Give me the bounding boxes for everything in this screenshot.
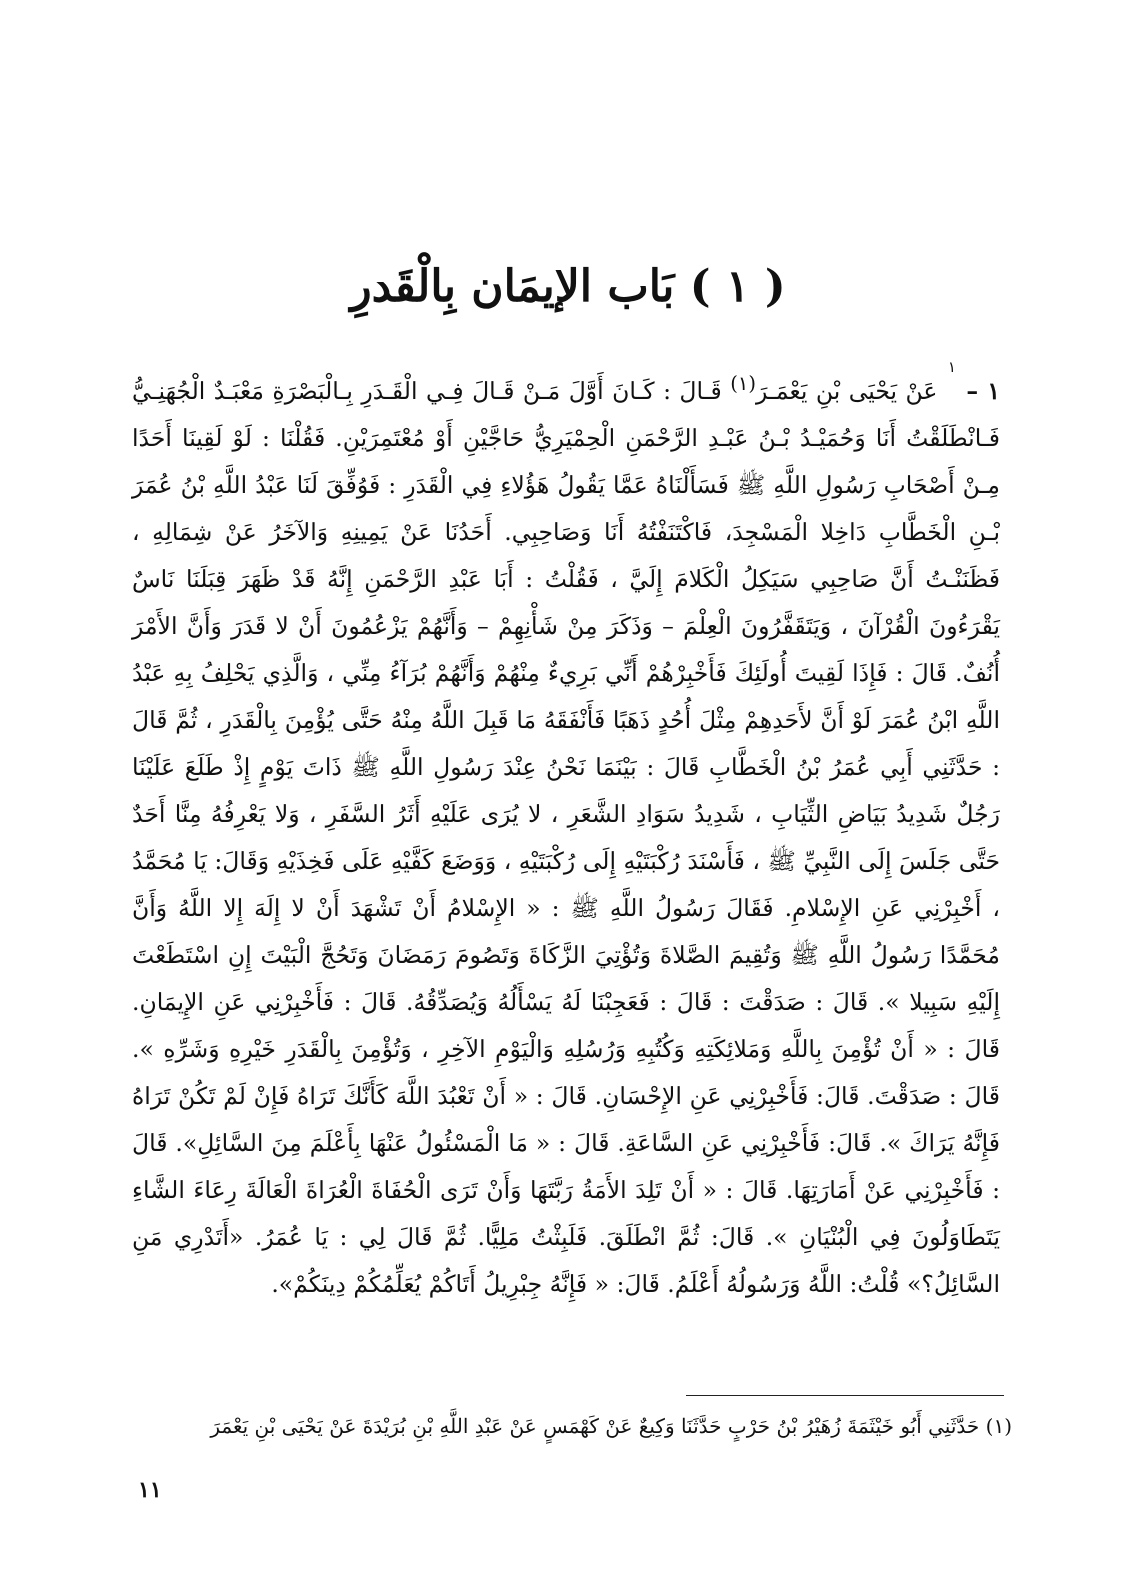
footnote-marker[interactable]: (١) <box>730 372 757 395</box>
footnote-divider <box>686 1395 1004 1396</box>
chapter-title: ( ١ ) بَاب الإيمَان بِالْقَدرِ <box>350 261 786 312</box>
hadith-opening: عَنْ يَحْيَى بْنِ يَعْمَـرَ <box>756 376 938 405</box>
page-number: ١١ <box>138 1477 162 1503</box>
hadith-index <box>948 360 956 375</box>
hadith-index-top: ١ <box>947 358 956 376</box>
hadith-text: قَـالَ : كَـانَ أَوَّلَ مَـنْ قَـالَ فِـي الْقَـدَرِ بِـالْبَصْرَةِ مَعْبَـدٌ الْجُهَنِـيُّ فَـانْطَلَقْتُ أَنَا وَحُمَيْـدُ بْـنُ عَبْـدِ الرَّحْمَنِ الْحِمْيَرِيُّ حَاجَّيْنِ أَوْ مُعْتَمِرَيْنِ. فَقُلْنَا : لَوْ لَقِينَا أَحَدًا مِـنْ أَصْحَابِ رَسُولِ اللَّهِ ﷺ فَسَأَلْنَاهُ عَمَّا يَقُولُ هَؤُلاءِ فِي الْقَدَرِ : فَوُفِّقَ لَنَا عَبْدُ اللَّهِ بْنُ عُمَرَ بْـنِ الْخَطَّابِ دَاخِلا الْمَسْجِدَ، فَاكْتَنَفْتُهُ أَنَا وَصَاحِبِي. أَحَدُنَا عَنْ يَمِينِهِ وَالآخَرُ عَنْ شِمَالِهِ ، فَظَنَنْـتُ أَنَّ صَاحِبِي سَيَكِلُ الْكَلامَ إِلَيَّ ، فَقُلْتُ : أَبَا عَبْدِ الرَّحْمَنِ إِنَّهُ قَدْ ظَهَرَ قِبَلَنَا نَاسٌ يَقْرَءُونَ الْقُرْآنَ ، وَيَتَقَفَّرُونَ الْعِلْمَ – وَذَكَرَ مِنْ شَأْنِهِمْ – وَأَنَّهُمْ يَزْعُمُونَ أَنْ لا قَدَرَ وَأَنَّ الأَمْرَ أُنُفٌ. قَالَ : فَإِذَا لَقِيتَ أُولَئِكَ فَأَخْبِرْهُمْ أَنِّي بَرِيءٌ مِنْهُمْ وَأَنَّهُمْ بُرَآءُ مِنِّي ، وَالَّذِي يَحْلِفُ بِهِ عَبْدُ اللَّهِ ابْنُ عُمَرَ لَوْ أَنَّ لأَحَدِهِمْ مِثْلَ أُحُدٍ ذَهَبًا فَأَنْفَقَهُ مَا قَبِلَ اللَّهُ مِنْهُ حَتَّى يُؤْمِنَ بِالْقَدَرِ ، ثُمَّ قَالَ : حَدَّثَنِي أَبِي عُمَرُ بْنُ الْخَطَّابِ قَالَ : بَيْنَمَا نَحْنُ عِنْدَ رَسُولِ اللَّهِ ﷺ ذَاتَ يَوْمٍ إِذْ طَلَعَ عَلَيْنَا رَجُلٌ شَدِيدُ بَيَاضِ الثِّيَابِ ، شَدِيدُ سَوَادِ الشَّعَرِ ، لا يُرَى عَلَيْهِ أَثَرُ السَّفَرِ ، وَلا يَعْرِفُهُ مِنَّا أَحَدٌ حَتَّى جَلَسَ إِلَى النَّبِيِّ ﷺ ، فَأَسْنَدَ رُكْبَتَيْهِ إِلَى رُكْبَتَيْهِ ، وَوَضَعَ كَفَّيْهِ عَلَى فَخِذَيْهِ وَقَالَ: يَا مُحَمَّدُ ، أَخْبِرْنِي عَنِ الإِسْلامِ. فَقَالَ رَسُولُ اللَّهِ ﷺ : « الإِسْلامُ أَنْ تَشْهَدَ أَنْ لا إِلَهَ إِلا اللَّهُ وَأَنَّ مُحَمَّدًا رَسُولُ اللَّهِ ﷺ وَتُقِيمَ الصَّلاةَ وَتُؤْتِيَ الزَّكَاةَ وَتَصُومَ رَمَضَانَ وَتَحُجَّ الْبَيْتَ إِنِ اسْتَطَعْتَ إِلَيْهِ سَبِيلا ». قَالَ : صَدَقْتَ : قَالَ : فَعَجِبْنَا لَهُ يَسْأَلُهُ وَيُصَدِّقُهُ. قَالَ : فَأَخْبِرْنِي عَنِ الإِيمَانِ. قَالَ : « أَنْ تُؤْمِنَ بِاللَّهِ وَمَلائِكَتِهِ وَكُتُبِهِ وَرُسُلِهِ وَالْيَوْمِ الآخِرِ ، وَتُؤْمِنَ بِالْقَدَرِ خَيْرِهِ وَشَرِّهِ ». قَالَ : صَدَقْتَ. قَالَ: فَأَخْبِرْنِي عَنِ الإِحْسَانِ. قَالَ : « أَنْ تَعْبُدَ اللَّهَ كَأَنَّكَ تَرَاهُ فَإِنْ لَمْ تَكُنْ تَرَاهُ فَإِنَّهُ يَرَاكَ ». قَالَ: فَأَخْبِرْنِي عَنِ السَّاعَةِ. قَالَ : « مَا الْمَسْئُولُ عَنْهَا بِأَعْلَمَ مِنَ السَّائِلِ». قَالَ : فَأَخْبِرْنِي عَنْ أَمَارَتِهَا. قَالَ : « أَنْ تَلِدَ الأَمَةُ رَبَّتَهَا وَأَنْ تَرَى الْحُفَاةَ الْعُرَاةَ الْعَالَةَ رِعَاءَ الشَّاءِ يَتَطَاوَلُونَ فِي الْبُنْيَانِ ». قَالَ: ثُمَّ انْطَلَقَ. فَلَبِثْتُ مَلِيًّا. ثُمَّ قَالَ لِي : يَا عُمَرُ. «أَتَدْرِي مَنِ السَّائِلُ؟» قُلْتُ: اللَّهُ وَرَسُولُهُ أَعْلَمُ. قَالَ: « فَإِنَّهُ جِبْرِيلُ أَتَاكُمْ يُعَلِّمُكُمْ دِينَكُمْ». <box>132 376 1000 1298</box>
footnote-text: (١) حَدَّثَنِي أَبُو خَيْثَمَةَ زُهَيْرُ بْنُ حَرْبٍ حَدَّثَنَا وَكِيعٌ عَنْ كَهْمَسٍ عَنْ عَبْدِ اللَّهِ بْنِ بُرَيْدَةَ عَنْ يَحْيَى بْنِ يَعْمَرَ <box>210 1414 1012 1438</box>
hadith-paragraph <box>132 360 1000 1308</box>
hadith-number: ١ – <box>966 376 1000 405</box>
